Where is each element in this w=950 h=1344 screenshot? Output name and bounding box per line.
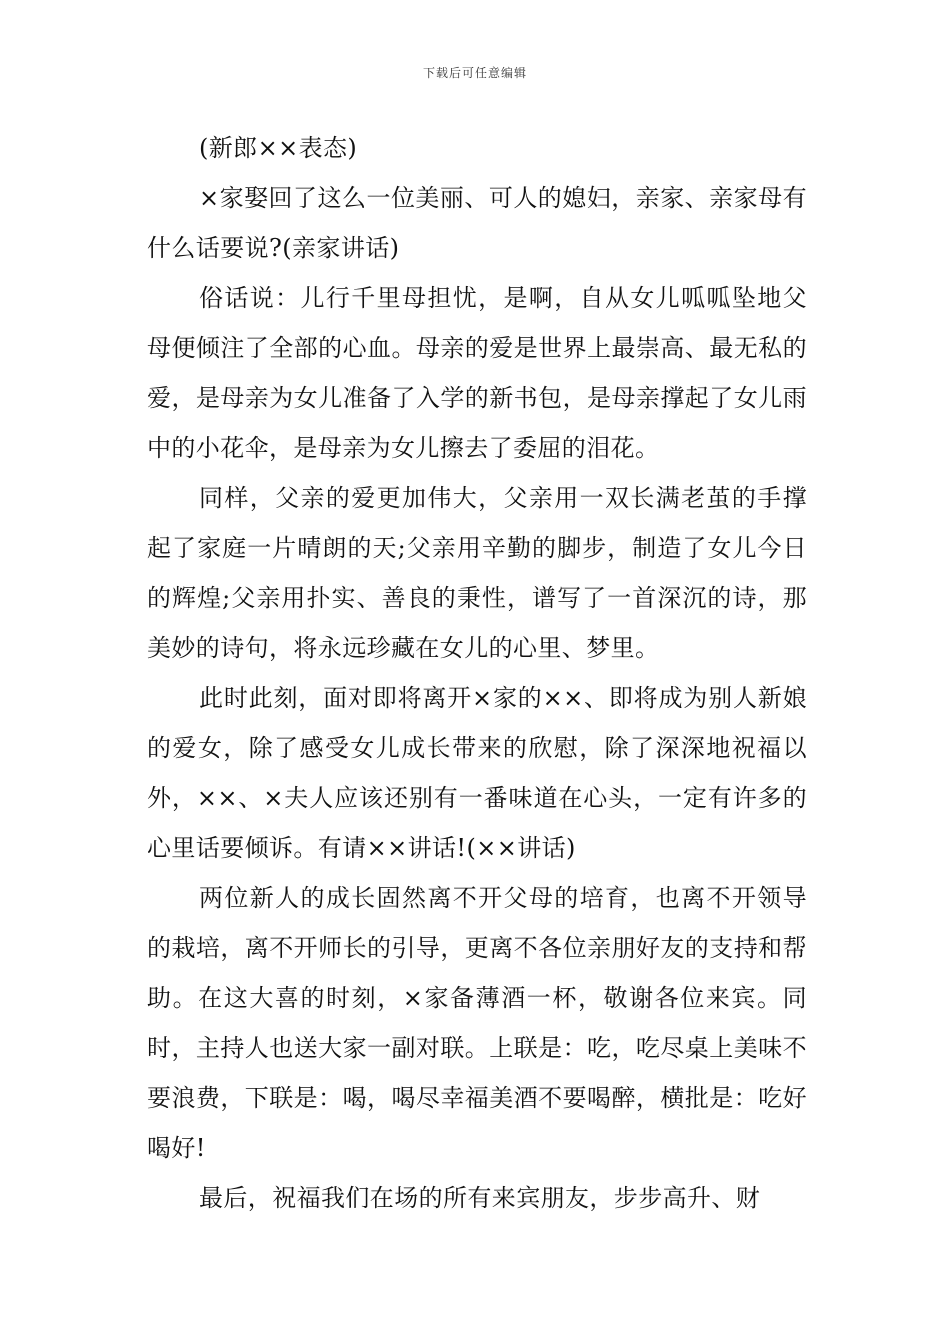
paragraph-closing-blessing: 最后，祝福我们在场的所有来宾朋友，步步高升、财 [199,1184,761,1212]
paragraph-in-laws-invite: ×家娶回了这么一位美丽、可人的媳妇，亲家、亲家母有什么话要说?(亲家讲话) [147,184,807,262]
document-body [147,123,807,1223]
paragraph-mother-love: 俗话说：儿行千里母担忧，是啊，自从女儿呱呱坠地父母便倾注了全部的心血。母亲的爱是世界上最崇高、最无私的爱，是母亲为女儿准备了入学的新书包，是母亲撑起了女儿雨中的小花伞，是母亲为女儿擦去了委屈的泪花。 [147,284,807,462]
paragraph-parents-speech: 此时此刻，面对即将离开×家的××、即将成为别人新娘的爱女，除了感受女儿成长带来的欣慰，除了深深地祝福以外，××、×夫人应该还别有一番味道在心头，一定有许多的心里话要倾诉。有请××讲话!(××讲话) [147,684,807,862]
paragraph-groom-statement: (新郎××表态) [199,134,358,162]
page-header: 下载后可任意编辑 [422,66,527,80]
paragraph-thanks-couplet: 两位新人的成长固然离不开父母的培育，也离不开领导的栽培，离不开师长的引导，更离不各位亲朋好友的支持和帮助。在这大喜的时刻，×家备薄酒一杯，敬谢各位来宾。同时，主持人也送大家一副对联。上联是：吃，吃尽桌上美味不要浪费，下联是：喝，喝尽幸福美酒不要喝醉，横批是：吃好喝好! [147,884,807,1162]
paragraph-father-love: 同样，父亲的爱更加伟大，父亲用一双长满老茧的手撑起了家庭一片晴朗的天;父亲用辛勤的脚步，制造了女儿今日的辉煌;父亲用扑实、善良的秉性，谱写了一首深沉的诗，那美妙的诗句，将永远珍藏在女儿的心里、梦里。 [147,484,807,662]
